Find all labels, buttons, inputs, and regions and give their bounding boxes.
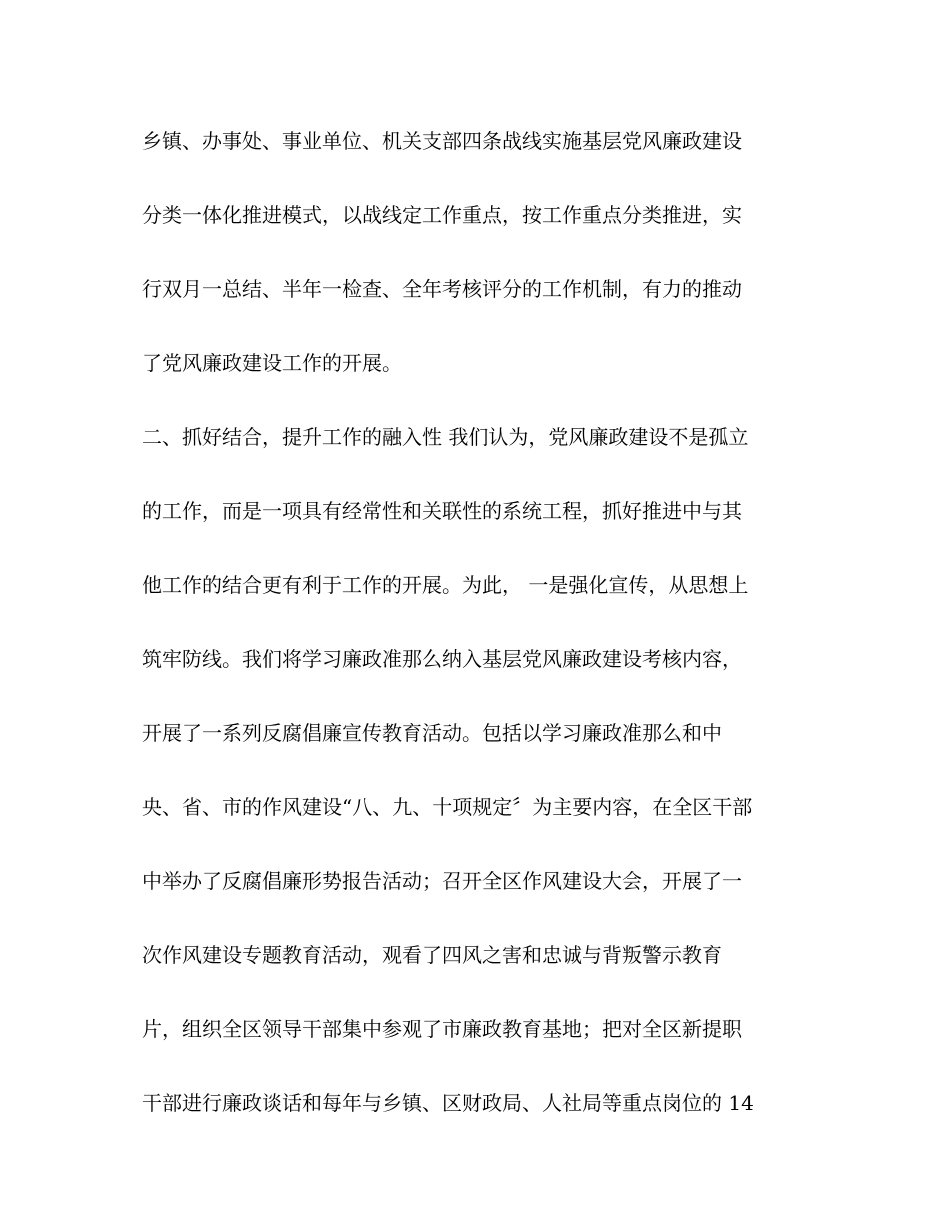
text-line: 中举办了反腐倡廉形势报告活动；召开全区作风建设大会，开展了一: [142, 869, 742, 893]
text-line: 开展了一系列反腐倡廉宣传教育活动。包括以学习廉政准那么和中: [142, 721, 722, 745]
text-line: 分类一体化推进模式，以战线定工作重点，按工作重点分类推进，实: [142, 203, 742, 227]
text-line: 他工作的结合更有利于工作的开展。为此， 一是强化宣传，从思想上: [142, 573, 749, 597]
text-line: 筑牢防线。我们将学习廉政准那么纳入基层党风廉政建设考核内容，: [142, 647, 742, 671]
text-line: 的工作，而是一项具有经常性和关联性的系统工程，抓好推进中与其: [142, 499, 742, 523]
text-line: 次作风建设专题教育活动，观看了四风之害和忠诚与背叛警示教育: [142, 943, 722, 967]
text-line: 行双月一总结、半年一检查、全年考核评分的工作机制，有力的推动: [142, 277, 742, 301]
section-heading-line: 二、抓好结合，提升工作的融入性 我们认为，党风廉政建设不是孤立: [142, 425, 749, 449]
text-line: 片，组织全区领导干部集中参观了市廉政教育基地；把对全区新提职: [142, 1017, 742, 1041]
text-line: 了党风廉政建设工作的开展。: [142, 351, 402, 375]
text-line: 乡镇、办事处、事业单位、机关支部四条战线实施基层党风廉政建设: [142, 129, 742, 153]
text-line: 央、省、市的作风建设“八、九、十项规定〞为主要内容，在全区干部: [142, 795, 753, 819]
text-line: 干部进行廉政谈话和每年与乡镇、区财政局、人社局等重点岗位的 14: [142, 1091, 754, 1115]
